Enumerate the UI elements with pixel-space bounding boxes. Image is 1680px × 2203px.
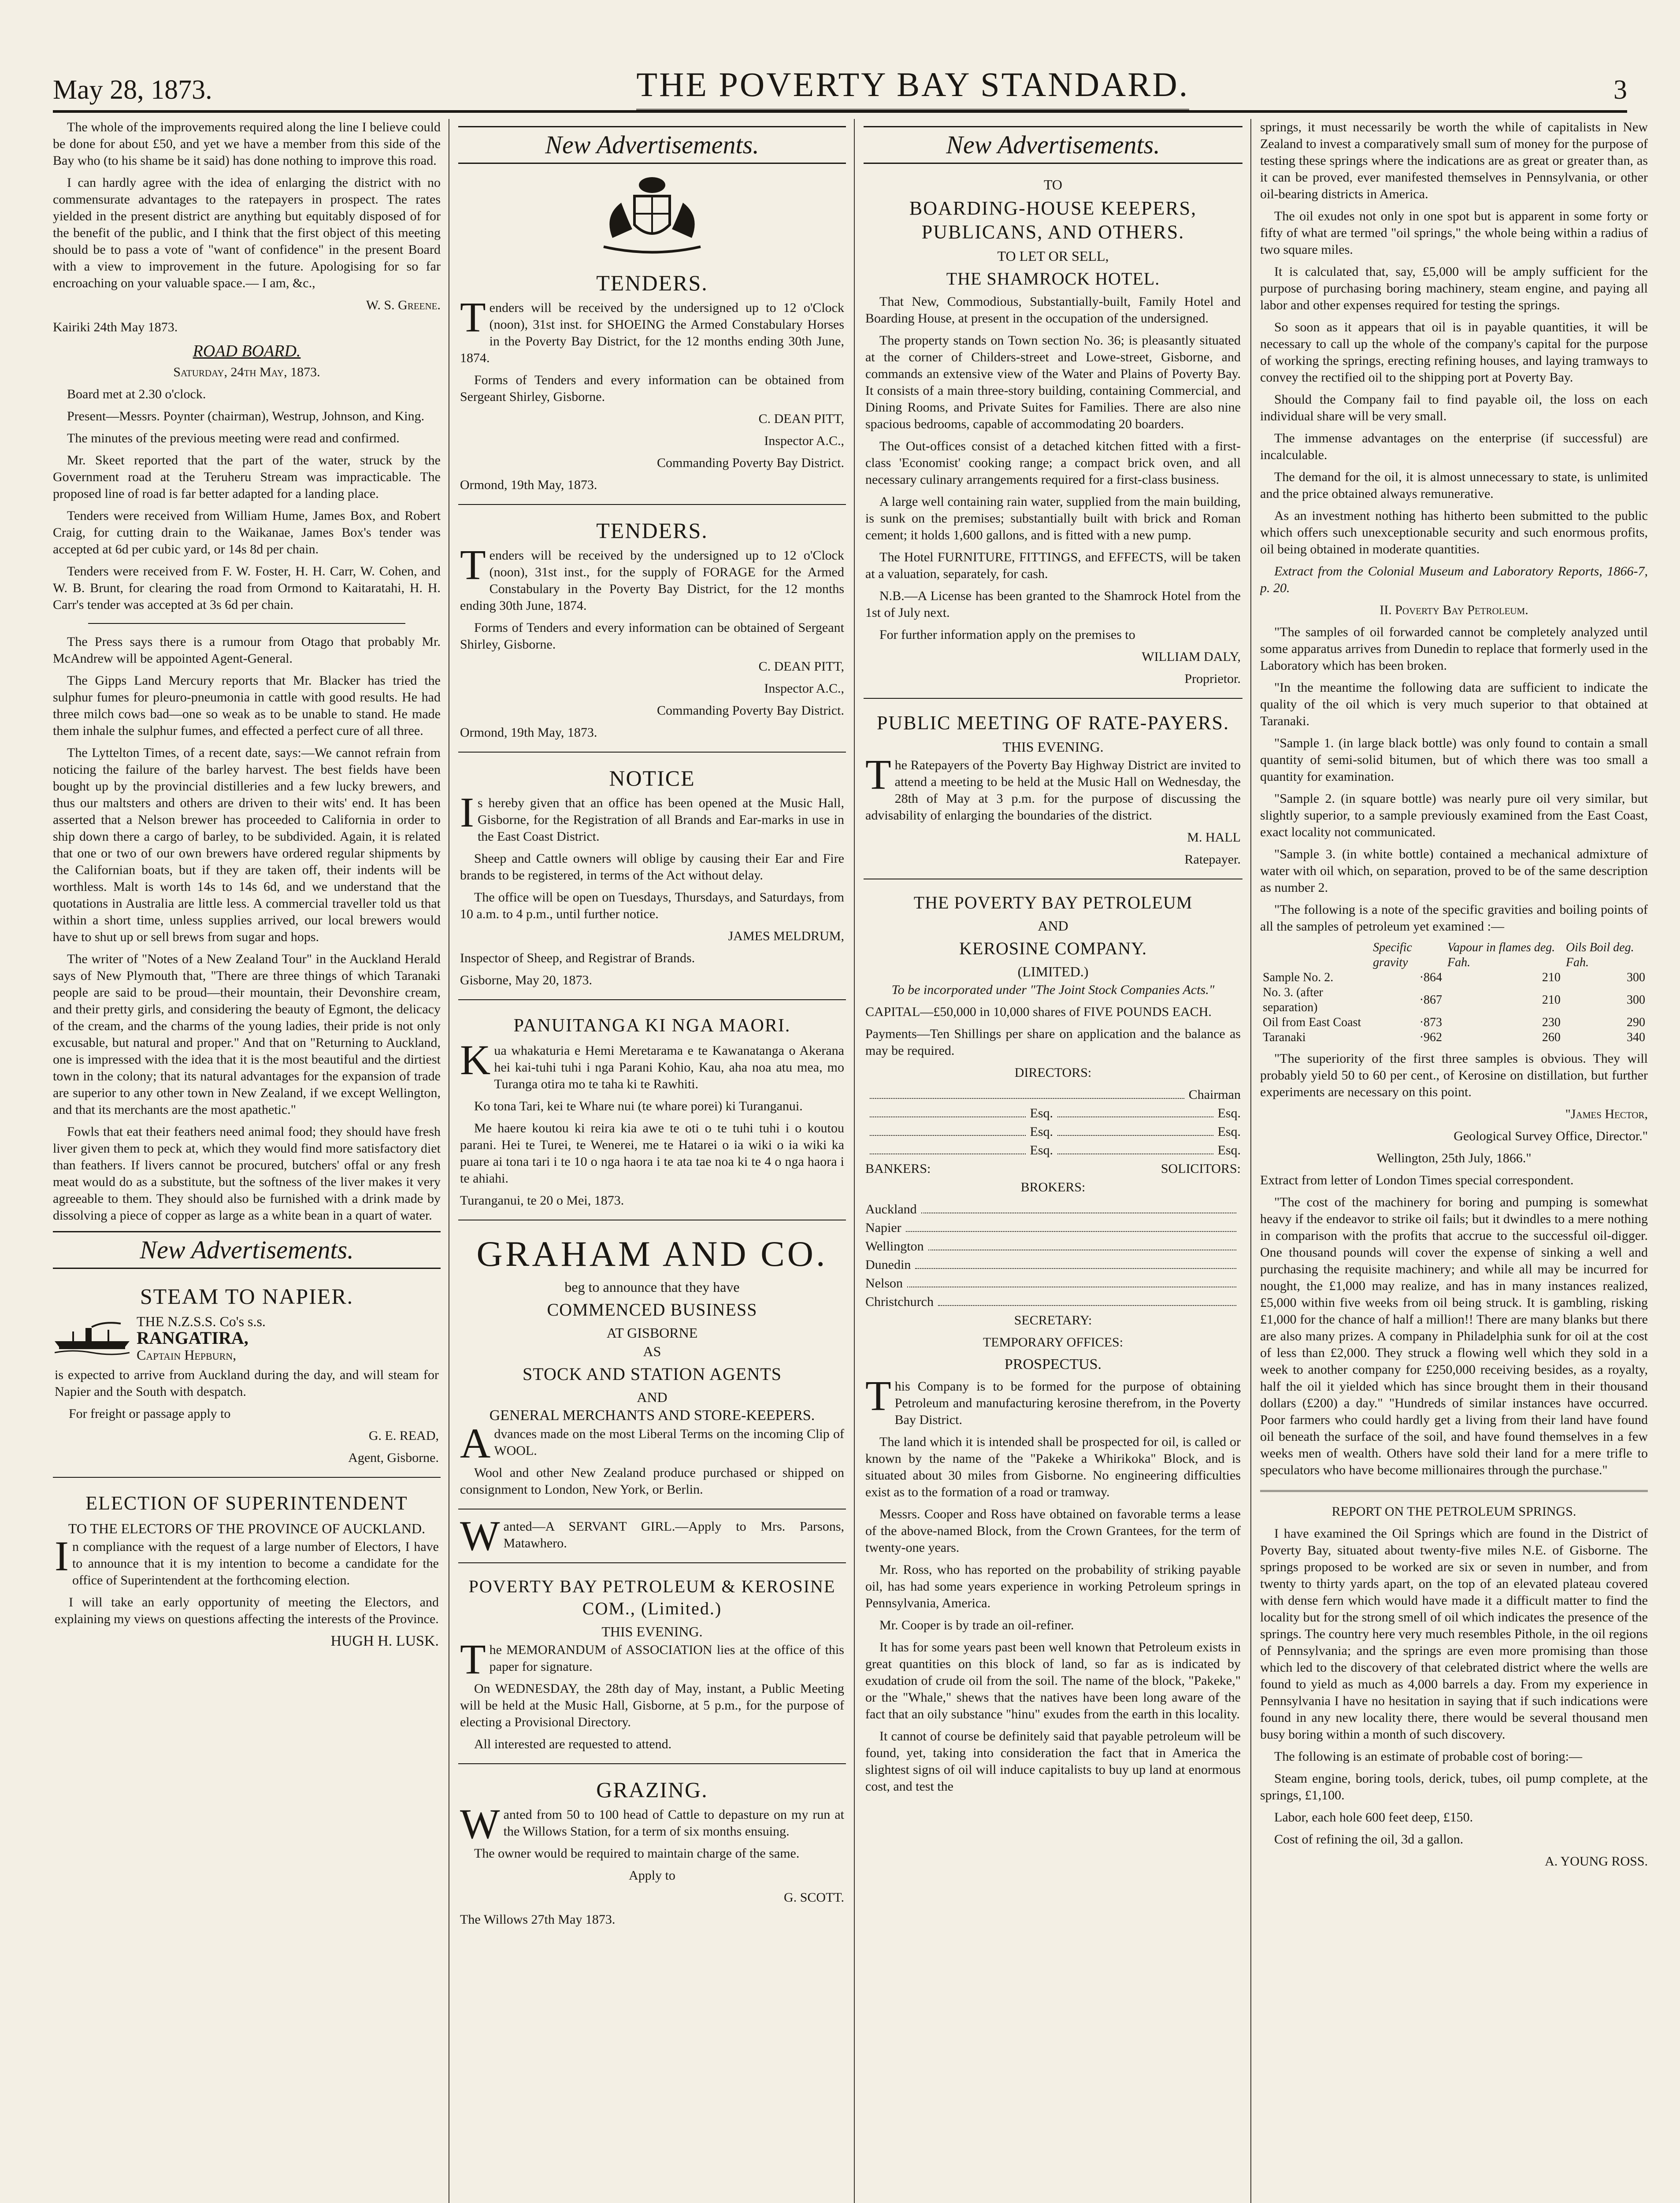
ad-body: Advances made on the most Liberal Terms on the incoming Clip of WOOL.: [460, 1420, 844, 1467]
letter-paragraph: The whole of the improvements required along the line I believe could be done for about £50, and yet we have a member from this side of the Bay who (to his shame be it said) has done nothing to improve this road.: [53, 120, 441, 168]
agent-name: G. E. READ,: [368, 1428, 439, 1443]
secretary-label: SECRETARY:: [1014, 1313, 1092, 1328]
divider: [88, 623, 405, 624]
extract-paragraph: "The cost of the machinery for boring and pumping is somewhat heavy if the endeavor to strike oil fails; but it dwindles to a mere nothing in comparison with the profits that accrue to the successful oil-digger. One thousand pounds will cover the expense of sinking a well and purchasing the requisite machinery; and while all may be incurred for nought, the £1,000 may realize, and has in many instances realized, £5,000 within five weeks from oil being struck. It is gambling, risking £1,000 for the chance of half a million!! There are many blanks but there are also many prizes. A company in Philadelphia sunk for oil at the cost of less than £2,000. They struck a flowing well which they sold in a week to another company for £250,000 receiving besides, as a royalty, half the oil it yielded which has since brought them in their thousand dollars (£200) a day." "Hundreds of similar instances have occurred. Poor farmers who could hardly get a living from their land have found oil beneath the surface of the soil, and have found themselves in a few weeks men of wealth. Others have sold their land for a mere trifle to speculators who have become millionaires through the purchase.": [1260, 1195, 1648, 1477]
company-title: KEROSINE COMPANY.: [959, 938, 1147, 958]
director-line: Chairman: [865, 1087, 1241, 1103]
ad-place: The Willows 27th May 1873.: [460, 1912, 616, 1927]
ad-place: Ormond, 19th May, 1873.: [460, 725, 597, 740]
prospectus-paragraph: It has for some years past been well known that Petroleum exists in great quantities on this block of land, so far as is indicated by exudation of crude oil from the soil. The name of the block, "Pakeke," or the "Whale," shews that the natives have been long aware of the fact that an oily substance "hinu" exudes from the earth in this locality.: [865, 1640, 1241, 1721]
ad-role: Inspector A.C.,: [764, 434, 844, 448]
road-board-date: Saturday, 24th May, 1873.: [173, 365, 320, 379]
ad-body: The Out-offices consist of a detached kitchen fitted with a first-class 'Economist' cooking range; a compact brick oven, and all necessary culinary arrangements required for a first-class business.: [865, 439, 1241, 487]
ad-title: POVERTY BAY PETROLEUM & KEROSINE COM., (Limited.): [468, 1576, 836, 1618]
ad-subtitle: THIS EVENING.: [601, 1624, 703, 1639]
table-row: Sample No. 2. ·864 210 300: [1263, 971, 1645, 984]
extract-paragraph: "The superiority of the first three samples is obvious. They will probably yield 50 to 60 per cent., of Kerosine on distillation, but further experiments are necessary on this point.: [1260, 1051, 1648, 1099]
prospectus-paragraph: Mr. Cooper is by trade an oil-refiner.: [879, 1618, 1074, 1632]
prospectus-paragraph: So soon as it appears that oil is in payable quantities, it will be necessary to call up the whole of the company's capital for the purpose of working the springs, erecting refining houses, and laying tramways to convey the rectified oil to the shipping port at Poverty Bay.: [1260, 320, 1648, 385]
road-board-title: ROAD BOARD.: [193, 342, 301, 360]
notice-ad: [458, 759, 846, 1000]
extract-subtitle: II. Poverty Bay Petroleum.: [1380, 603, 1528, 617]
prospectus-paragraph: The demand for the oil, it is almost unnecessary to state, is unlimited and the price obtained always remunerative.: [1260, 470, 1648, 501]
ad-body: The Ratepayers of the Poverty Bay Highway District are invited to attend a meeting to be held at the Music Hall on Wednesday, the 28th of May at 3 p.m. for the purpose of discussing the advisability of enlarging the boundaries of the district.: [865, 751, 1241, 823]
report-paragraph: Steam engine, boring tools, derick, tubes, oil pump complete, at the springs, £1,100.: [1260, 1771, 1648, 1802]
prospectus-paragraph: Mr. Ross, who has reported on the probability of striking payable oil, has had some years experience in working Petroleum springs in Pennsylvania, America.: [865, 1562, 1241, 1610]
ad-role: Inspector A.C.,: [764, 681, 844, 696]
extract-paragraph: "The following is a note of the specific gravities and boiling points of all the samples of petroleum yet examined :—: [1260, 902, 1648, 934]
ad-place: Turanganui, te 20 o Mei, 1873.: [460, 1193, 624, 1208]
ad-body: The office will be open on Tuesdays, Thursdays, and Saturdays, from 10 a.m. to 4 p.m., until further notice.: [460, 890, 844, 921]
ad-body: Sheep and Cattle owners will oblige by causing their Ear and Fire brands to be registered, in terms of the Act without delay.: [460, 851, 844, 883]
news-paragraph: The Lyttelton Times, of a recent date, says:—We cannot refrain from noticing the failure of the barley harvest. The best fields have been bought up by the provincial distilleries and a few lucky brewers, and thus our maltsters and others are driven to their wits' end. It has been asserted that a Nelson brewer has proceeded to California in order to ship down there a cargo of barley, to be subdivided. Again, it is related that one or two of our own brewers have ordered regular shipments by the Californian boats, but if they are taken off, their indents will be worthless. Malt is worth 14s to 14s 6d, and we understand that the quotations in Australia are little less. A commercial traveller told us that within a short time, unless supplies arrived, our local brewers would have to shut up or sell brews from sugar and hops.: [53, 745, 441, 944]
ad-title: PANUITANGA KI NGA MAORI.: [513, 1016, 791, 1036]
report-paragraph: I have examined the Oil Springs which are found in the District of Poverty Bay, situated about twenty-five miles N.E. of Gisborne. The springs proposed to be worked are six or seven in number, and from twenty to thirty yards apart, on the top of an elevated plateau covered with dense fern which would have made it a difficult matter to find the locality but for the strong smell of oil which indicates the presence of the springs. The country here very much resembles Pithole, in the oil regions of Pennsylvania; and the springs are even more promising than those which led to the discovery of that celebrated district where the wells are found to yield as much as 4,000 barrels a day. From my experience in Pennsylvania I have no hesitation in saying that if such indications were found in any new locality there, there would be several thousand men busy boring within a month of such discovery.: [1260, 1526, 1648, 1742]
steamship-icon: [55, 1318, 130, 1358]
ad-body: All interested are requested to attend.: [474, 1737, 672, 1751]
ad-body: For further information apply on the premises to: [879, 627, 1135, 642]
masthead: [53, 57, 1627, 113]
ad-body: The MEMORANDUM of ASSOCIATION lies at the office of this paper for signature.: [460, 1636, 844, 1683]
news-paragraph: The writer of "Notes of a New Zealand Tour" in the Auckland Herald says of New Plymouth that, "There are three things of which Taranaki people are said to be proud—their mountain, their Devonshire cream, and their pretty girls, and considering the beauty of Egmont, the delicacy of the cream, and the charms of the young ladies, their pride is not only excusable, but natural and proper." And that on "Returning to Auckland, one is impressed with the idea that it is the most beautiful and the dirtiest town in the colony; that its natural advantages for the expansion of trade are superior to any other town in New Zealand, if we except Wellington, and that its merchants are the most apathetic.": [53, 952, 441, 1117]
prospectus-paragraph: The immense advantages on the enterprise (if successful) are incalculable.: [1260, 431, 1648, 462]
news-paragraph: The Gipps Land Mercury reports that Mr. Blacker has tried the sulphur fumes for pleuro-pneumonia in cattle with good results. He had three milch cows bad—one so weak as to be unable to stand. He made them inhale the sulphur fumes, and effected a perfect cure of all three.: [53, 673, 441, 738]
extract-paragraph: "Sample 1. (in large black bottle) was only found to contain a small quantity of semi-solid bitumen, but of which there was too small a quantity for examination.: [1260, 736, 1648, 784]
steamship-block: [55, 1313, 439, 1363]
ad-role: Commanding Poverty Bay District.: [657, 456, 844, 470]
ad-body: is expected to arrive from Auckland during the day, and will steam for Napier and the South with despatch.: [55, 1368, 439, 1399]
ad-apply: Apply to: [629, 1868, 675, 1883]
road-board-paragraph: Mr. Skeet reported that the part of the water, struck by the Government road at the Teruheru Stream was impracticable. The proposed line of road is far better adapted for a landing place.: [53, 453, 441, 501]
ad-body: Wanted—A SERVANT GIRL.—Apply to Mrs. Parsons, Matawhero.: [460, 1512, 844, 1559]
ad-body: Forms of Tenders and every information can be obtained of Sergeant Shirley, Gisborne.: [460, 620, 844, 652]
ad-title: GRAHAM AND CO.: [476, 1234, 828, 1274]
directors-label: DIRECTORS:: [1014, 1065, 1092, 1080]
broker-line: Dunedin: [865, 1257, 1241, 1273]
ad-line: AND: [637, 1389, 668, 1405]
director-line: Esq. Esq.: [865, 1124, 1241, 1140]
ad-line: AS: [643, 1343, 661, 1359]
ad-signature: JAMES MELDRUM,: [728, 929, 844, 943]
ratepayers-meeting-ad: [864, 705, 1242, 879]
hector-role: Geological Survey Office, Director.": [1454, 1129, 1648, 1143]
prospectus-paragraph: springs, it must necessarily be worth the while of capitalists in New Zealand to invest a comparatively small sum of money for the purpose of testing these springs where the indications are as great or greater than, as it can be proved, ever manifested themselves in Pennsylvania, or other oil-bearing districts in America.: [1260, 120, 1648, 201]
ad-body: Wanted from 50 to 100 head of Cattle to depasture on my run at the Willows Station, for a term of six months ensuing.: [460, 1800, 844, 1847]
ad-body: CAPITAL—£50,000 in 10,000 shares of FIVE POUNDS EACH.: [865, 1005, 1212, 1019]
ad-body: The Hotel FURNITURE, FITTINGS, and EFFECTS, will be taken at a valuation, separately, for cash.: [865, 550, 1241, 581]
broker-line: Auckland: [865, 1201, 1241, 1218]
broker-line: Christchurch: [865, 1294, 1241, 1310]
column-4: [1260, 119, 1648, 2203]
agent-role: Agent, Gisborne.: [348, 1450, 439, 1465]
ad-role: Inspector of Sheep, and Registrar of Brands.: [460, 951, 695, 965]
ad-body: Wool and other New Zealand produce purchased or shipped on consignment to London, New York, or Berlin.: [460, 1465, 844, 1497]
prospectus-paragraph: It cannot of course be definitely said that payable petroleum will be found, yet, taking into consideration the fact that in America the slightest signs of oil will induce capitalists to buy up land at enormous cost, and test the: [865, 1729, 1241, 1794]
prospectus-paragraph: As an investment nothing has hitherto been submitted to the public which offers such unexceptionable security and such enormous profits, oil being obtained in moderate quantities.: [1260, 508, 1648, 556]
report-paragraph: Labor, each hole 600 feet deep, £150.: [1274, 1810, 1473, 1825]
tenders-shoeing-ad: [458, 263, 846, 505]
ad-body: Tenders will be received by the undersigned up to 12 o'Clock (noon), 31st inst. for SHOEING the Armed Constabulary Horses in the Poverty Bay District, for the 12 months ending 30th June, 1874.: [460, 293, 844, 365]
hector-place: Wellington, 25th July, 1866.": [1376, 1151, 1532, 1165]
ad-body: Ko tona Tari, kei te Whare nui (te whare porei) ki Turanganui.: [474, 1099, 803, 1113]
ad-line: GENERAL MERCHANTS AND STORE-KEEPERS.: [489, 1407, 815, 1424]
prospectus-paragraph: The land which it is intended shall be prospected for oil, is called or known by the name of the "Pakeke a Whirikoka" Block, and is situated about 30 miles from Gisborne. No engineering difficulties exist as to the formation of a road or tramway.: [865, 1435, 1241, 1499]
bankers-solicitors-line: BANKERS: SOLICITORS:: [865, 1161, 1241, 1176]
hotel-name: THE SHAMROCK HOTEL.: [946, 269, 1160, 289]
grazing-ad: [458, 1770, 846, 1939]
ad-line: COMMENCED BUSINESS: [547, 1300, 757, 1320]
ad-line: TO: [1043, 177, 1063, 193]
maori-notice-ad: [458, 1006, 846, 1220]
ad-signature: M. HALL: [1187, 830, 1241, 845]
specific-gravity-table: [1260, 940, 1648, 1045]
report-paragraph: Cost of refining the oil, 3d a gallon.: [1274, 1832, 1464, 1847]
page-number: 3: [1613, 75, 1627, 105]
ad-body: For freight or passage apply to: [69, 1406, 231, 1421]
ad-body: On WEDNESDAY, the 28th day of May, instant, a Public Meeting will be held at the Music Hall, Gisborne, at 5 p.m., for the purpose of electing a Provisional Directory.: [460, 1681, 844, 1729]
broker-line: Nelson: [865, 1275, 1241, 1292]
table-row: Taranaki ·962 260 340: [1263, 1031, 1645, 1044]
news-paragraph: Fowls that eat their feathers need animal food; they should have fresh liver given them to peck at, which they would find more satisfactory diet than feathers. If livers cannot be procured, butchers' offal or any fresh meat would do as a substitute, but the softness of the liver makes it very agreeable to them. They should also be furnished with a drink made by dissolving a piece of copper as large as a white bean in a quart of water.: [53, 1124, 441, 1223]
ad-role: Proprietor.: [1184, 671, 1241, 686]
ad-title: GRAZING.: [596, 1777, 708, 1802]
extract-paragraph: "The samples of oil forwarded cannot be completely analyzed until some apparatus arrives from Dunedin to replace that formerly used in the Laboratory which has been broken.: [1260, 625, 1648, 673]
election-ad: [53, 1484, 441, 1660]
prospectus-title: PROSPECTUS.: [1004, 1356, 1102, 1372]
ad-body: Forms of Tenders and every information can be obtained from Sergeant Shirley, Gisborne.: [460, 373, 844, 404]
ad-title: BOARDING-HOUSE KEEPERS, PUBLICANS, AND OTHERS.: [909, 197, 1197, 243]
brokers-label: BROKERS:: [1020, 1180, 1086, 1194]
captain-name: Captain Hepburn,: [137, 1347, 237, 1363]
petroleum-meeting-ad: [458, 1569, 846, 1764]
ad-body: Payments—Ten Shillings per share on application and the balance as may be required.: [865, 1027, 1241, 1058]
broker-line: Wellington: [865, 1238, 1241, 1255]
petroleum-company-ad: [864, 886, 1242, 1806]
offices-label: TEMPORARY OFFICES:: [983, 1335, 1124, 1350]
road-board-paragraph: Tenders were received from William Hume, James Box, and Robert Craig, for cutting drain to the Waikanae, James Box's tender was accepted at 6d per cubic yard, or 14s 8d per chain.: [53, 508, 441, 556]
column-rule: [854, 119, 855, 2203]
ad-line: TO LET OR SELL,: [997, 248, 1109, 264]
prospectus-paragraph: The oil exudes not only in one spot but is apparent in some forty or fifty of what are termed "oil springs," the whole being within a radius of two square miles.: [1260, 209, 1648, 257]
ad-body: The property stands on Town section No. 36; is pleasantly situated at the corner of Childers-street and Lowe-street, Gisborne, and commands an extensive view of the Water and Plains of Poverty Bay. It consists of a main three-story building, containing Commercial, and Dining Rooms, and Private Suites for Families. There are also nine spacious bedrooms, capable of accommodating 20 boarders.: [865, 333, 1241, 431]
paper-title: THE POVERTY BAY STANDARD.: [636, 65, 1189, 110]
road-board-paragraph: The minutes of the previous meeting were read and confirmed.: [67, 431, 400, 445]
prospectus-paragraph: Messrs. Cooper and Ross have obtained on favorable terms a lease of the above-named Block, from the Crown Grantees, for the term of twenty-one years.: [865, 1507, 1241, 1555]
prospectus-paragraph: It is calculated that, say, £5,000 will be amply sufficient for the purpose of purchasing boring machinery, steam engine, and paying all labor and other expenses required for testing the springs.: [1260, 264, 1648, 312]
prospectus-paragraph: Should the Company fail to find payable oil, the loss on each individual share will be very small.: [1260, 392, 1648, 423]
ad-line: (LIMITED.): [1017, 964, 1089, 979]
ad-title: NOTICE: [609, 766, 695, 790]
company-title: THE POVERTY BAY PETROLEUM: [913, 893, 1193, 912]
ad-subtitle: TO THE ELECTORS OF THE PROVINCE OF AUCKLAND.: [68, 1521, 426, 1536]
extract-paragraph: "Sample 3. (in white bottle) contained a mechanical admixture of water with oil which, on separation, proved to be of the same description as number 2.: [1260, 847, 1648, 895]
ad-place: Ormond, 19th May, 1873.: [460, 478, 597, 492]
ad-line: AT GISBORNE: [606, 1325, 698, 1341]
prospectus-paragraph: This Company is to be formed for the purpose of obtaining Petroleum and manufacturing kerosine therefrom, in the Poverty Bay District.: [865, 1372, 1241, 1427]
column-2: [458, 119, 846, 2203]
ad-body: That New, Commodious, Substantially-built, Family Hotel and Boarding House, at present in the occupation of the undersigned.: [865, 294, 1241, 326]
table-header-row: Specific gravity Vapour in flames deg. Fah. Oils Boil deg. Fah.: [1373, 941, 1634, 969]
ad-body: The owner would be required to maintain charge of the same.: [474, 1846, 800, 1861]
hector-signature: "James Hector,: [1565, 1107, 1648, 1121]
extract-paragraph: "In the meantime the following data are sufficient to indicate the quality of the oil which is very much superior to that obtained at Taranaki.: [1260, 680, 1648, 728]
ad-signature: HUGH H. LUSK.: [330, 1633, 439, 1649]
ad-line: beg to announce that they have: [564, 1279, 740, 1295]
issue-date: May 28, 1873.: [53, 75, 212, 105]
ad-line: AND: [1038, 918, 1068, 934]
new-advertisements-heading: New Advertisements.: [864, 126, 1242, 164]
ad-body: In compliance with the request of a large number of Electors, I have to announce that it is my intention to become a candidate for the office of Superintendent at the forthcoming election.: [55, 1532, 439, 1587]
ad-signature: C. DEAN PITT,: [758, 659, 844, 674]
news-paragraph: The Press says there is a rumour from Otago that probably Mr. McAndrew will be appointed Agent-General.: [53, 634, 441, 666]
ship-name: RANGATIRA,: [137, 1328, 248, 1348]
steam-to-napier-ad: [53, 1277, 441, 1478]
report-title: REPORT ON THE PETROLEUM SPRINGS.: [1331, 1504, 1576, 1519]
ad-title: PUBLIC MEETING OF RATE-PAYERS.: [877, 712, 1229, 734]
director-line: Esq. Esq.: [865, 1142, 1241, 1159]
divider: [1260, 1490, 1648, 1492]
ad-body: I will take an early opportunity of meeting the Electors, and explaining my views on questions affecting the interests of the Province.: [55, 1595, 439, 1626]
ad-signature: G. SCOTT.: [784, 1890, 844, 1905]
road-board-paragraph: Present—Messrs. Poynter (chairman), Westrup, Johnson, and King.: [67, 409, 425, 423]
tenders-forage-ad: [458, 511, 846, 753]
ad-signature: WILLIAM DALY,: [1142, 649, 1241, 664]
graham-and-co-ad: [458, 1227, 846, 1509]
table-row: No. 3. (after separation) ·867 210 300: [1263, 986, 1645, 1014]
ad-role: Ratepayer.: [1184, 852, 1241, 867]
new-advertisements-heading: New Advertisements.: [458, 126, 846, 164]
letter-paragraph: I can hardly agree with the idea of enlarging the district with no commensurate advantages to the ratepayers in prospect. The rates yielded in the present district are anything but equitably disposed of for the benefit of the public, and I think that the first object of this meeting should be to pass a vote of "want of confidence" in the present Board with a view to improvement in the future. Apologising for so far encroaching on your valuable space.— I am, &c.,: [53, 175, 441, 290]
ad-subtitle: THIS EVENING.: [1002, 739, 1104, 755]
letter-signature: W. S. Greene.: [366, 298, 441, 312]
new-advertisements-heading: New Advertisements.: [53, 1231, 441, 1269]
column-1: [53, 119, 441, 2203]
wanted-servant-ad: [458, 1512, 846, 1563]
column-rule: [1250, 119, 1251, 2203]
report-signature: A. YOUNG ROSS.: [1545, 1854, 1648, 1869]
column-3: [864, 119, 1242, 2203]
ad-title: STEAM TO NAPIER.: [140, 1284, 354, 1309]
table-row: Oil from East Coast ·873 230 290: [1263, 1016, 1645, 1029]
ad-body: Me haere koutou ki reira kia awe te oti o te tuhi tuhi i o koutou parani. Hei te Turei, te Wenerei, me te Hatarei o ia wiki o ia wiki ka puare ai tona tari i te 10 o nga haora i te ata tae noa ki te 4 o nga haora i te ahiahi.: [460, 1121, 844, 1186]
ad-body: N.B.—A License has been granted to the Shamrock Hotel from the 1st of July next.: [865, 589, 1241, 620]
company-line: THE N.Z.S.S. Co's s.s.: [137, 1313, 266, 1329]
road-board-paragraph: Tenders were received from F. W. Foster, H. H. Carr, W. Cohen, and W. B. Brunt, for clearing the road from Ormond to Kaitaratahi, H. H. Carr's tender was accepted at 3s 6d per chain.: [53, 564, 441, 612]
director-line: Esq. Esq.: [865, 1105, 1241, 1122]
road-board-paragraph: Board met at 2.30 o'clock.: [67, 387, 206, 401]
ad-body: A large well containing rain water, supplied from the main building, is sunk on the premises; substantially built with brick and Roman cement; it holds 1,600 gallons, and is fitted with a new pump.: [865, 494, 1241, 542]
ad-title: ELECTION OF SUPERINTENDENT: [85, 1492, 408, 1514]
ad-line: STOCK AND STATION AGENTS: [523, 1364, 782, 1384]
letter-place-date: Kairiki 24th May 1873.: [53, 320, 178, 334]
ad-body: Tenders will be received by the undersigned up to 12 o'Clock (noon), 31st inst., for the supply of FORAGE for the Armed Constabulary in the Poverty Bay District, for the 12 months ending 30th June, 1874.: [460, 541, 844, 613]
ad-body: Kua whakaturia e Hemi Meretarama e te Kawanatanga o Akerana hei kai-tuhi tuhi i nga Parani Kohio, Kau, aha noa atu mea, mo Turanga otira mo te taha ki te Rawhiti.: [460, 1036, 844, 1091]
ad-body: Is hereby given that an office has been opened at the Music Hall, Gisborne, for the Registration of all Brands and Ear-marks in use in the East Coast District.: [460, 789, 844, 844]
ad-title: TENDERS.: [596, 271, 708, 295]
report-paragraph: The following is an estimate of probable cost of boring:—: [1274, 1749, 1583, 1764]
broker-line: Napier: [865, 1220, 1241, 1236]
extract-title: Extract from letter of London Times special correspondent.: [1260, 1173, 1574, 1187]
royal-coat-of-arms-icon: [586, 172, 718, 260]
ad-place: Gisborne, May 20, 1873.: [460, 973, 592, 987]
extract-title: Extract from the Colonial Museum and Laboratory Reports, 1866-7, p. 20.: [1260, 564, 1648, 595]
ad-signature: C. DEAN PITT,: [758, 412, 844, 426]
shamrock-hotel-ad: [864, 172, 1242, 699]
ad-role: Commanding Poverty Bay District.: [657, 703, 844, 718]
ad-title: TENDERS.: [596, 518, 708, 543]
ad-body: To be incorporated under "The Joint Stock Companies Acts.": [891, 983, 1215, 997]
extract-paragraph: "Sample 2. (in square bottle) was nearly pure oil very similar, but slightly superior, to a sample previously examined from the East Coast, exact locality not communicated.: [1260, 791, 1648, 839]
